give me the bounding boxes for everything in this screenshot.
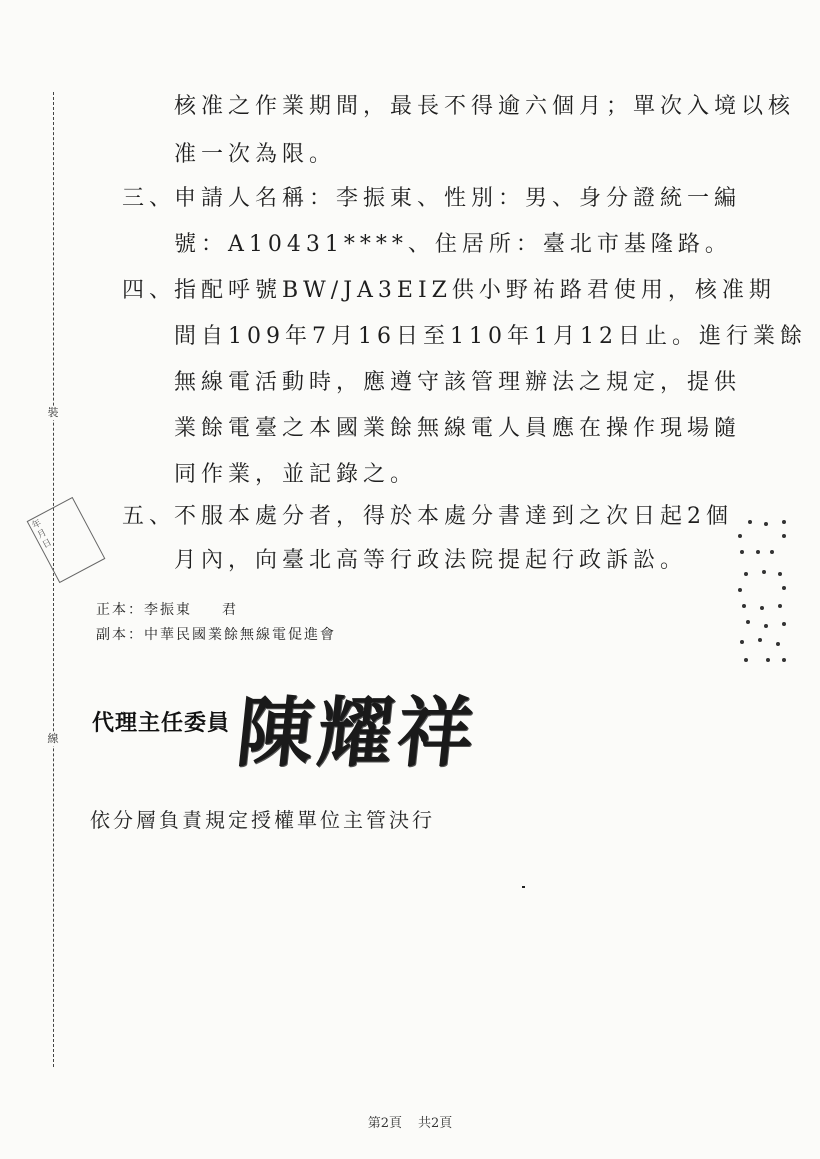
binding-top-label: 裝: [47, 406, 59, 419]
delegation-note: 依分層負責規定授權單位主管決行: [90, 808, 435, 832]
page-footer: [0, 1112, 820, 1131]
signatory-name-signature: 陳耀祥: [232, 688, 483, 777]
original-copy-row: [96, 601, 238, 619]
binding-dashed-line: [53, 92, 54, 1067]
copy-row: [96, 626, 336, 644]
item-line: 間自109年7月16日至110年1月12日止。進行業餘: [174, 324, 807, 349]
item-line: 無線電活動時，應遵守該管理辦法之規定，提供: [174, 370, 742, 395]
continuation-line: 核准之作業期間，最長不得逾六個月；單次入境以核: [174, 94, 796, 119]
item-number: 四、: [122, 278, 177, 303]
stamp-line: 月: [35, 528, 49, 542]
stamp-line: 日: [40, 537, 54, 551]
item-line: 指配呼號BW/JA3EIZ供小野祐路君使用，核准期: [174, 278, 776, 303]
item-line: 月內，向臺北高等行政法院提起行政訴訟。: [174, 548, 688, 573]
original-copy-suffix: 君: [222, 602, 238, 618]
received-stamp: [27, 497, 106, 583]
item-line: 申請人名稱：李振東、性別：男、身分證統一編: [174, 186, 742, 211]
item-line: 同作業，並記錄之。: [174, 462, 418, 487]
page-total: 共2頁: [418, 1116, 453, 1131]
original-copy-recipient: 李振東: [144, 602, 192, 618]
scan-speck: [522, 886, 525, 888]
copy-label: 副本：: [96, 627, 144, 643]
stamp-line: 年: [30, 518, 44, 532]
page-number: 第2頁: [367, 1116, 402, 1131]
continuation-line: 准一次為限。: [174, 142, 337, 167]
item-line: 業餘電臺之本國業餘無線電人員應在操作現場隨: [174, 416, 742, 441]
copy-recipient: 中華民國業餘無線電促進會: [144, 627, 336, 643]
signatory-title: 代理主任委員: [92, 710, 231, 736]
item-number: 五、: [122, 504, 177, 529]
binding-bottom-label: 線: [47, 732, 59, 745]
item-line: 號：A10431****、住居所：臺北市基隆路。: [174, 232, 732, 257]
original-copy-label: 正本：: [96, 602, 144, 618]
item-line: 不服本處分者，得於本處分書達到之次日起2個: [174, 504, 733, 529]
item-number: 三、: [122, 186, 177, 211]
